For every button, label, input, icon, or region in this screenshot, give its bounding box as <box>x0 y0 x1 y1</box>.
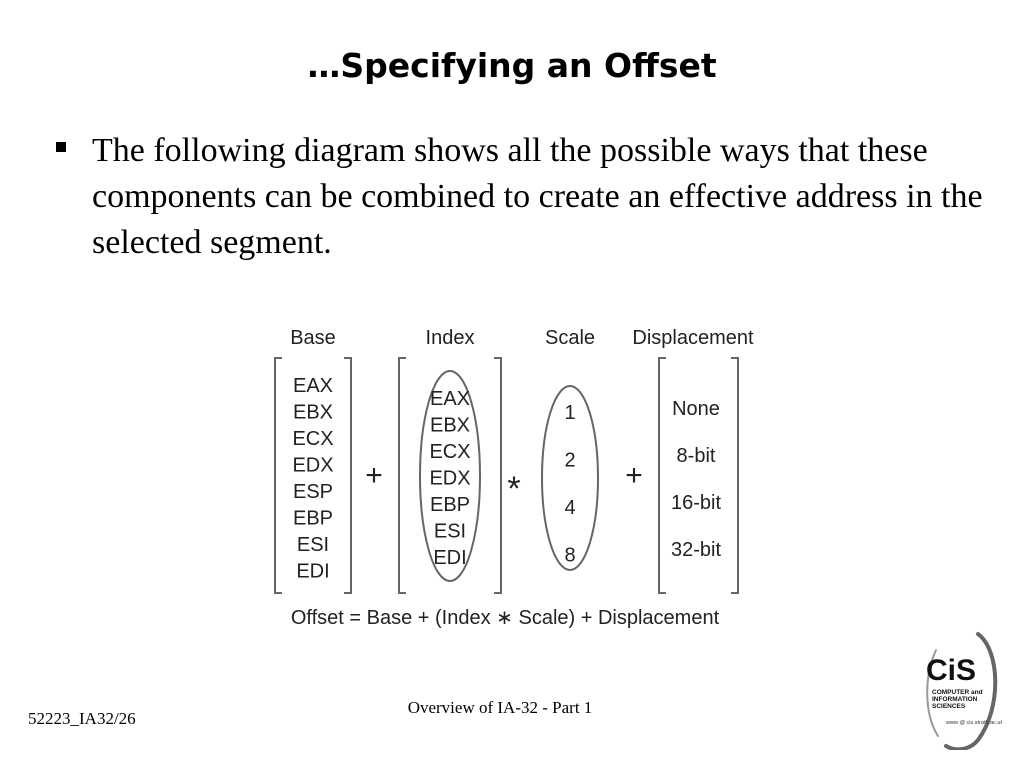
displacement-value: 8-bit <box>676 445 716 467</box>
logo-mark: CiS <box>926 654 977 687</box>
operator-plus-2: + <box>625 459 643 492</box>
base-register: EBP <box>292 507 334 530</box>
offset-diagram-svg <box>250 318 790 638</box>
scale-value: 8 <box>564 544 576 567</box>
index-bracket-right <box>494 358 501 593</box>
index-register: EDX <box>429 467 471 490</box>
header-scale: Scale <box>544 327 596 349</box>
index-register: EBX <box>429 414 471 437</box>
displacement-value: 32-bit <box>670 539 722 561</box>
bullet-marker <box>56 142 66 152</box>
displacement-value-list <box>671 398 721 561</box>
index-register: EAX <box>429 388 471 410</box>
displacement-bracket-right <box>731 358 738 593</box>
header-displacement: Displacement <box>632 327 754 349</box>
index-bracket-left <box>399 358 406 593</box>
offset-diagram <box>250 318 790 638</box>
base-bracket-right <box>344 358 351 593</box>
base-register: ESI <box>296 534 330 556</box>
scale-value: 1 <box>564 402 576 424</box>
scale-value-list <box>564 402 575 567</box>
footer-slide-id: 52223_IA32/26 <box>28 709 136 728</box>
index-register-list <box>429 388 470 569</box>
logo-url: www @ cis.strath.ac.uk <box>946 720 1002 726</box>
operator-times: * <box>507 470 521 508</box>
index-register: EBP <box>429 494 471 516</box>
base-register: EDX <box>292 454 334 477</box>
displacement-value: 16-bit <box>670 492 722 514</box>
displacement-bracket-left <box>659 358 666 593</box>
logo-line-3: SCIENCES <box>932 703 966 710</box>
cis-logo <box>916 628 1002 750</box>
logo-line-2: INFORMATION <box>932 696 978 703</box>
slide-title: …Specifying an Offset <box>307 46 717 85</box>
index-register: ESI <box>433 520 467 543</box>
header-base: Base <box>290 327 336 349</box>
bullet-text: The following diagram shows all the possible ways that these components can be combined to create an effective address in the selected segment. <box>92 132 983 261</box>
header-index: Index <box>425 327 475 349</box>
base-register: EAX <box>292 375 334 397</box>
index-register: ECX <box>429 441 471 463</box>
offset-formula: Offset = Base + (Index ∗ Scale) + Displacement <box>290 607 720 629</box>
footer-presentation-title: Overview of IA-32 - Part 1 <box>407 698 593 717</box>
base-register: ESP <box>292 481 334 503</box>
cis-logo-svg <box>916 628 1002 750</box>
scale-value: 4 <box>564 497 576 519</box>
base-register: EDI <box>296 560 330 583</box>
base-register: EBX <box>292 401 334 424</box>
operator-plus-1: + <box>365 459 383 492</box>
scale-value: 2 <box>564 449 576 472</box>
displacement-value: None <box>672 398 720 420</box>
base-register-list <box>292 375 333 583</box>
logo-line-1: COMPUTER and <box>932 689 983 696</box>
base-register: ECX <box>292 428 334 450</box>
base-bracket-left <box>275 358 282 593</box>
index-register: EDI <box>433 547 467 569</box>
